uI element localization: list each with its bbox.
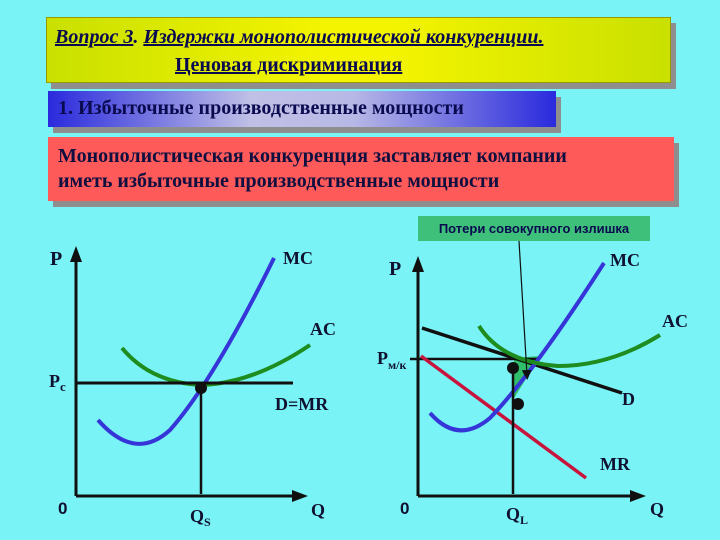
- left-quantity-subscript: S: [204, 515, 211, 529]
- right-quantity-label: [506, 504, 528, 527]
- right-quantity-subscript: L: [520, 513, 529, 527]
- right-demand-label: D: [622, 389, 635, 409]
- left-y-axis-label: P: [50, 248, 63, 270]
- right-price-letter: P: [377, 348, 388, 368]
- right-mr-mc-intersection: [512, 398, 524, 410]
- left-price-subscript: c: [60, 379, 66, 394]
- right-quantity-letter: Q: [506, 504, 521, 524]
- left-quantity-label: [190, 506, 211, 529]
- right-x-axis-label: Q: [650, 499, 665, 519]
- left-origin-label: 0: [58, 499, 68, 518]
- title-topic: Издержки монополистической конкуренции.: [143, 26, 544, 48]
- right-ac-label: AC: [662, 311, 688, 331]
- callout-pointer: [519, 241, 527, 375]
- left-quantity-letter: Q: [190, 506, 205, 526]
- right-mc-label: MC: [610, 250, 640, 270]
- left-price-letter: P: [49, 371, 60, 391]
- right-graph: [377, 241, 688, 527]
- statement-line-1: Монополистическая конкуренция заставляет компании: [58, 145, 567, 167]
- right-mr-label: MR: [600, 454, 630, 474]
- right-x-axis-arrow: [630, 490, 646, 502]
- left-ac-label: AC: [310, 319, 336, 339]
- deadweight-loss-callout: Потери совокупного излишка: [418, 216, 650, 241]
- title-line-2: Ценовая дискриминация: [175, 54, 403, 76]
- statement-line-2: иметь избыточные производственные мощности: [58, 170, 500, 192]
- left-demand-label: D=MR: [275, 394, 329, 414]
- left-equilibrium-point: [195, 382, 207, 394]
- left-x-axis-arrow: [292, 490, 308, 502]
- right-origin-label: 0: [400, 499, 410, 518]
- right-y-axis-arrow: [412, 256, 424, 272]
- left-y-axis-arrow: [70, 246, 82, 262]
- right-y-axis-label: P: [389, 258, 402, 280]
- title-separator: .: [133, 26, 139, 48]
- left-graph: [49, 246, 336, 529]
- left-price-label: [49, 371, 66, 394]
- left-x-axis-label: Q: [311, 500, 326, 520]
- right-price-subscript: м/к: [388, 358, 407, 372]
- question-number: Вопрос 3: [55, 26, 134, 48]
- right-monopoly-point: [507, 362, 519, 374]
- left-mc-label: MC: [283, 248, 313, 268]
- right-price-label: [377, 348, 407, 372]
- subtitle-text: 1. Избыточные производственные мощности: [58, 97, 464, 119]
